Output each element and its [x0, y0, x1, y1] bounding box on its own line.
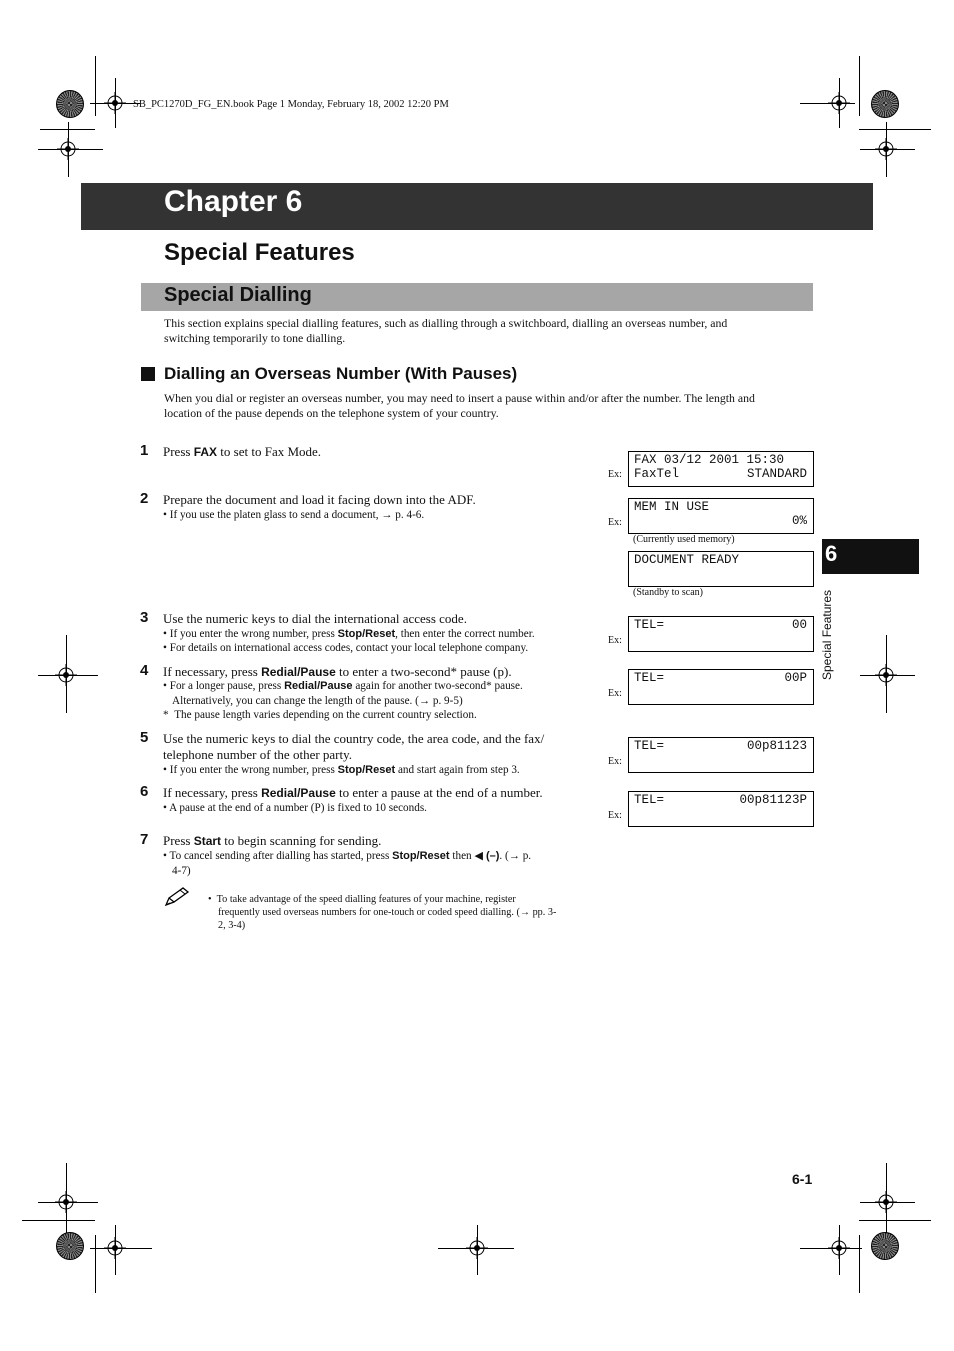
example-label: Ex:: [608, 635, 622, 646]
step-4-bullet: • For a longer pause, press Redial/Pause again for another two-second* pause.: [163, 680, 523, 692]
intro-line: This section explains special dialling features, such as dialling through a switchboard, dialling an overseas number, and: [164, 316, 728, 330]
bullet-text: and start again from step 3.: [395, 764, 520, 776]
lcd-display: [628, 791, 814, 827]
step-text: Press: [163, 833, 194, 848]
step-text: Press: [163, 444, 194, 459]
lcd-display: [628, 498, 814, 534]
step-6-text: [163, 785, 543, 801]
note-line: To take advantage of the speed dialling features of your machine, register: [216, 894, 516, 905]
registration-target-icon: [104, 1237, 126, 1259]
bullet-text: If you enter the wrong number, press: [169, 764, 338, 776]
step-text: to enter a pause at the end of a number.: [335, 785, 543, 800]
key-name: Redial/Pause: [261, 665, 336, 679]
key-name: Start: [193, 834, 222, 848]
registration-target-icon: [828, 1237, 850, 1259]
step-4-text: [163, 664, 512, 680]
step-number: 3: [140, 609, 149, 626]
registration-target-icon: [828, 92, 850, 114]
chapter-tab-label: Special Features: [820, 589, 834, 680]
subsection-title: Special Dialling: [164, 284, 312, 306]
step-text: If necessary, press: [163, 785, 262, 800]
lcd-text: TEL=: [634, 793, 665, 807]
color-rosette-icon: [871, 1232, 899, 1260]
registration-target-icon: [875, 664, 897, 686]
bullet-text: If you enter the wrong number, press: [169, 628, 338, 640]
step-1-text: [163, 444, 321, 460]
lcd-text: TEL=: [634, 618, 665, 632]
print-header: SB_PC1270D_FG_EN.book Page 1 Monday, February 18, 2002 12:20 PM: [133, 99, 449, 110]
color-rosette-icon: [56, 90, 84, 118]
display-caption: (Currently used memory): [633, 534, 735, 545]
example-label: Ex:: [608, 469, 622, 480]
step-number: 2: [140, 490, 149, 507]
step-5-text: Use the numeric keys to dial the country code, the area code, and the fax/: [163, 731, 545, 746]
key-name: Stop/Reset: [337, 764, 396, 776]
bullet-text: If you use the platen glass to send a document, → p. 4-6.: [169, 509, 425, 521]
bullet-text: For details on international access codes, contact your local telephone company.: [169, 642, 529, 654]
registration-target-icon: [875, 138, 897, 160]
lcd-text: DOCUMENT READY: [634, 553, 740, 567]
step-5-text-cont: telephone number of the other party.: [163, 747, 353, 762]
bullet-text: , then enter the correct number.: [395, 628, 535, 640]
chapter-tab-number: 6: [825, 541, 838, 566]
lcd-text: 00p81123: [746, 739, 807, 753]
registration-target-icon: [55, 664, 77, 686]
section-title: Special Features: [164, 239, 355, 266]
note-text: • To take advantage of the speed dialling features of your machine, register frequently used overseas numbers for one-touch or coded speed dialling. (→ pp. 3- 2, 3-4): [208, 894, 557, 931]
registration-target-icon: [466, 1237, 488, 1259]
step-number: 4: [140, 662, 149, 679]
intro-line: location of the pause depends on the telephone system of your country.: [164, 406, 499, 420]
key-name: Stop/Reset: [337, 628, 396, 640]
key-name: Stop/Reset: [392, 850, 450, 862]
lcd-text: 00: [791, 618, 807, 632]
lcd-display: [628, 551, 814, 587]
bullet-text: . (→ p.: [499, 850, 532, 862]
step-2-bullet: • If you use the platen glass to send a document, → p. 4-6.: [163, 509, 425, 521]
lcd-text: FaxTel: [634, 467, 680, 481]
step-3-bullet: • For details on international access codes, contact your local telephone company.: [163, 642, 529, 654]
lcd-text: MEM IN USE: [634, 500, 710, 514]
topic-intro: [164, 391, 824, 421]
step-text: to set to Fax Mode.: [217, 444, 322, 459]
step-4-bullet-cont: Alternatively, you can change the length of the pause. (→ p. 9-5): [172, 695, 463, 707]
lcd-text: 0%: [791, 514, 807, 528]
lcd-display: [628, 737, 814, 773]
registration-target-icon: [57, 138, 79, 160]
note-pencil-icon: [163, 886, 191, 908]
step-number: 7: [140, 831, 149, 848]
square-bullet-icon: [141, 367, 155, 381]
example-label: Ex:: [608, 517, 622, 528]
note-line: frequently used overseas numbers for one-touch or coded speed dialling. (→ pp. 3-: [218, 907, 557, 918]
example-label: Ex:: [608, 756, 622, 767]
registration-target-icon: [104, 92, 126, 114]
step-4-footnote: [163, 708, 477, 723]
bullet-text: then: [449, 850, 475, 862]
step-text: If necessary, press: [163, 664, 262, 679]
subsection-intro: [164, 316, 824, 346]
lcd-display: [628, 669, 814, 705]
registration-target-icon: [55, 1191, 77, 1213]
step-2-text: Prepare the document and load it facing down into the ADF.: [163, 492, 476, 507]
bullet-text: A pause at the end of a number (P) is fixed to 10 seconds.: [169, 802, 427, 814]
key-name: FAX: [193, 445, 218, 459]
registration-target-icon: [875, 1191, 897, 1213]
intro-line: When you dial or register an overseas number, you may need to insert a pause within and/or after the number. The length and: [164, 391, 755, 405]
lcd-text: TEL=: [634, 671, 665, 685]
step-text: to begin scanning for sending.: [221, 833, 382, 848]
intro-line: switching temporarily to tone dialling.: [164, 331, 346, 345]
key-name: ◀ (–): [474, 850, 500, 862]
lcd-display: [628, 451, 814, 487]
key-name: Redial/Pause: [284, 680, 353, 692]
color-rosette-icon: [871, 90, 899, 118]
example-label: Ex:: [608, 810, 622, 821]
step-7-bullet: • To cancel sending after dialling has started, press Stop/Reset then ◀ (–). (→ p.: [163, 850, 532, 862]
bullet-text: To cancel sending after dialling has started, press: [169, 850, 393, 862]
chapter-title: Chapter 6: [164, 185, 303, 218]
step-7-bullet-cont: 4-7): [172, 865, 191, 877]
lcd-display: [628, 616, 814, 652]
lcd-text: 00p81123P: [739, 793, 807, 807]
lcd-text: 00P: [784, 671, 807, 685]
step-6-bullet: • A pause at the end of a number (P) is fixed to 10 seconds.: [163, 802, 427, 814]
bullet-text: again for another two-second* pause.: [352, 680, 523, 692]
display-caption: (Standby to scan): [633, 587, 703, 598]
bullet-text: For a longer pause, press: [169, 680, 285, 692]
lcd-text: FAX 03/12 2001 15:30: [634, 453, 785, 467]
topic-title: Dialling an Overseas Number (With Pauses): [164, 364, 518, 383]
note-line: 2, 3-4): [218, 920, 246, 931]
lcd-text: STANDARD: [746, 467, 807, 481]
step-5-bullet: • If you enter the wrong number, press Stop/Reset and start again from step 3.: [163, 764, 520, 776]
step-number: 6: [140, 783, 149, 800]
footnote-mark: *: [163, 709, 169, 721]
step-text: to enter a two-second* pause (p).: [335, 664, 512, 679]
color-rosette-icon: [56, 1232, 84, 1260]
step-7-text: [163, 833, 381, 849]
step-3-text: Use the numeric keys to dial the international access code.: [163, 611, 467, 626]
step-number: 5: [140, 729, 149, 746]
page-number: 6-1: [792, 1171, 813, 1187]
step-3-bullet: • If you enter the wrong number, press Stop/Reset, then enter the correct number.: [163, 628, 535, 640]
key-name: Redial/Pause: [261, 786, 336, 800]
footnote-text: The pause length varies depending on the current country selection.: [174, 709, 477, 721]
example-label: Ex:: [608, 688, 622, 699]
lcd-text: TEL=: [634, 739, 665, 753]
step-number: 1: [140, 442, 149, 459]
